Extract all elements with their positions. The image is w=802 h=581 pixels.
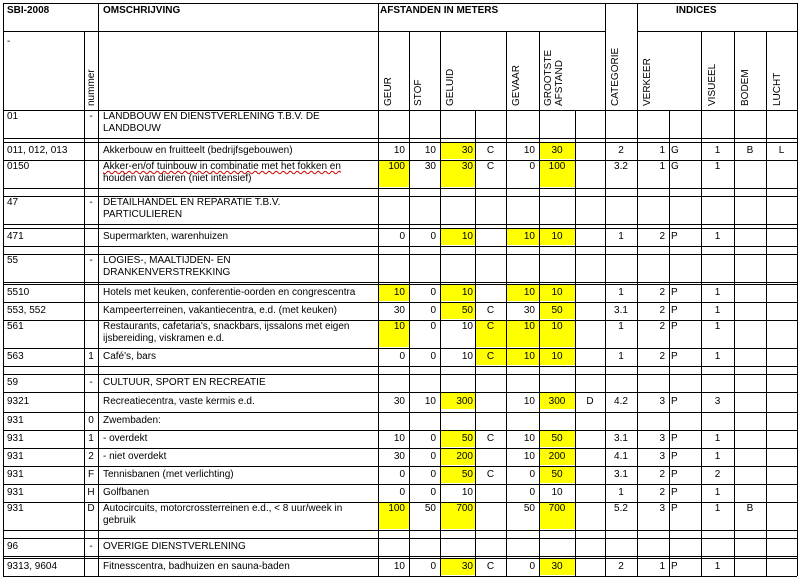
grid-line — [3, 412, 797, 413]
row-description: LANDBOUW EN DIENSTVERLENING T.B.V. DE — [103, 111, 320, 122]
grid-line — [3, 254, 797, 255]
header-gevaar: GEVAAR — [511, 65, 522, 106]
cell-categorie: 3.1 — [614, 469, 628, 480]
grid-line — [3, 530, 797, 531]
grid-line — [3, 196, 797, 197]
row-num: F — [87, 469, 95, 480]
cell-visueel: 1 — [714, 321, 721, 332]
cell-gevaar: 30 — [523, 305, 535, 316]
cell-stof: 30 — [424, 161, 436, 172]
cell-verkeer: 3 — [659, 433, 665, 444]
row-code: 55 — [7, 255, 19, 266]
header-lucht: LUCHT — [772, 72, 783, 106]
cell-geluid-letter: C — [486, 161, 495, 172]
cell-geluid: 700 — [456, 503, 473, 514]
row-num: - — [89, 377, 93, 388]
cell-verkeer: 2 — [659, 351, 665, 362]
cell-gevaar: 10 — [523, 321, 535, 332]
cell-verkeer-letter: P — [671, 231, 678, 242]
cell-lucht: L — [778, 145, 785, 156]
row-description: Supermarkten, warenhuizen — [103, 231, 229, 242]
cell-geur: 100 — [388, 161, 405, 172]
cell-geur: 10 — [393, 433, 405, 444]
grid-line — [3, 366, 797, 367]
cell-verkeer: 3 — [659, 503, 665, 514]
header-sbi: SBI-2008 — [7, 5, 50, 16]
header-afstand: AFSTAND — [554, 60, 565, 106]
cell-geluid: 30 — [461, 161, 473, 172]
grid-line — [3, 430, 797, 431]
row-num: H — [87, 487, 95, 498]
cell-stof: 0 — [430, 321, 436, 332]
grid-line — [734, 31, 735, 576]
cell-geur: 10 — [393, 287, 405, 298]
cell-verkeer: 2 — [659, 321, 665, 332]
row-description: DETAILHANDEL EN REPARATIE T.B.V. — [103, 197, 281, 208]
grid-line — [440, 31, 441, 576]
grid-line — [3, 484, 797, 485]
cell-stof: 0 — [430, 433, 436, 444]
row-description: DRANKENVERSTREKKING — [103, 267, 231, 278]
cell-categorie: 4.2 — [614, 396, 628, 407]
grid-line — [3, 228, 797, 229]
cell-verkeer-letter: P — [671, 287, 678, 298]
cell-categorie: 2 — [618, 561, 624, 572]
cell-grootste: 10 — [551, 231, 563, 242]
grid-line — [3, 160, 797, 161]
row-num: 2 — [88, 451, 94, 462]
header-visueel: VISUEEL — [707, 63, 718, 106]
cell-grootste: 10 — [551, 351, 563, 362]
cell-grootste: 50 — [551, 469, 563, 480]
cell-stof: 0 — [430, 287, 436, 298]
cell-visueel: 1 — [714, 451, 721, 462]
grid-line — [3, 282, 797, 283]
row-code: 9321 — [7, 396, 30, 407]
grid-line — [3, 392, 797, 393]
cell-grootste: 700 — [548, 503, 566, 514]
cell-visueel: 3 — [714, 396, 721, 407]
header-categorie: CATEGORIE — [610, 47, 621, 106]
cell-verkeer-letter: G — [671, 145, 679, 156]
row-description: Golfbanen — [103, 487, 150, 498]
row-num: 1 — [88, 351, 94, 362]
cell-verkeer-letter: P — [671, 503, 678, 514]
header-stof: STOF — [413, 79, 424, 106]
cell-geluid: 200 — [456, 451, 473, 462]
grid-line — [3, 246, 797, 247]
cell-geur: 100 — [388, 503, 405, 514]
grid-line — [3, 466, 797, 467]
cell-gevaar: 10 — [523, 451, 535, 462]
cell-geluid-letter: C — [486, 351, 495, 362]
cell-visueel: 1 — [714, 433, 721, 444]
cell-visueel: 1 — [714, 145, 721, 156]
cell-gevaar: 10 — [523, 145, 535, 156]
cell-grootste: 10 — [551, 321, 563, 332]
cell-categorie: 3.1 — [614, 305, 628, 316]
grid-line — [797, 3, 798, 576]
grid-line — [3, 188, 797, 189]
grid-line — [669, 110, 670, 576]
cell-geluid: 10 — [461, 287, 473, 298]
grid-line — [637, 3, 638, 576]
row-description: gebruik — [103, 515, 136, 526]
row-description: OVERIGE DIENSTVERLENING — [103, 541, 246, 552]
header-geluid: GELUID — [445, 68, 456, 106]
cell-geluid: 10 — [461, 487, 473, 498]
row-num: D — [87, 503, 95, 514]
cell-gevaar: 0 — [529, 561, 535, 572]
cell-categorie: 1 — [618, 231, 624, 242]
cell-stof: 50 — [424, 503, 436, 514]
cell-verkeer-letter: P — [671, 351, 678, 362]
grid-line — [475, 110, 476, 576]
row-description: Tennisbanen (met verlichting) — [103, 469, 234, 480]
cell-categorie: 3.2 — [614, 161, 628, 172]
grid-line — [605, 3, 606, 576]
cell-categorie: 1 — [618, 287, 624, 298]
row-code: 931 — [7, 487, 24, 498]
grid-line — [84, 31, 378, 32]
row-description: LANDBOUW — [103, 123, 161, 134]
cell-geluid: 10 — [461, 321, 473, 332]
cell-grootste-letter: D — [586, 396, 594, 407]
cell-visueel: 1 — [714, 231, 721, 242]
cell-geur: 30 — [393, 451, 405, 462]
cell-gevaar: 10 — [523, 396, 535, 407]
header-grootste: GROOTSTE — [543, 49, 554, 106]
row-code: 561 — [7, 321, 24, 332]
row-description: Restaurants, cafetaria's, snackbars, ijssalons met eigen — [103, 321, 350, 332]
header-omschrijving: OMSCHRIJVING — [103, 5, 181, 16]
cell-geluid-letter: C — [486, 433, 495, 444]
cell-stof: 0 — [430, 351, 436, 362]
cell-verkeer: 3 — [659, 451, 665, 462]
cell-geluid: 30 — [461, 145, 473, 156]
row-description: Akker-en/of tuinbouw in combinatie met het fokken en — [103, 161, 341, 172]
cell-verkeer-letter: P — [671, 561, 678, 572]
grid-line — [3, 374, 797, 375]
cell-verkeer-letter: P — [671, 487, 678, 498]
cell-stof: 10 — [424, 396, 436, 407]
cell-verkeer-letter: P — [671, 305, 678, 316]
cell-visueel: 1 — [714, 287, 721, 298]
cell-verkeer-letter: G — [671, 161, 679, 172]
cell-verkeer: 1 — [659, 145, 665, 156]
cell-categorie: 4.1 — [614, 451, 628, 462]
cell-geur: 0 — [399, 487, 405, 498]
row-description: Recreatiecentra, vaste kermis e.d. — [103, 396, 255, 407]
cell-verkeer: 2 — [659, 469, 665, 480]
cell-geluid: 10 — [461, 231, 473, 242]
cell-gevaar: 50 — [523, 503, 535, 514]
row-description: Akkerbouw en fruitteelt (bedrijfsgebouwen) — [103, 145, 293, 156]
cell-stof: 0 — [430, 305, 436, 316]
header-afstanden: AFSTANDEN IN METERS — [380, 5, 499, 16]
cell-categorie: 1 — [618, 351, 624, 362]
cell-visueel: 1 — [714, 305, 721, 316]
row-num: 0 — [88, 415, 94, 426]
grid-line — [637, 31, 797, 32]
grid-line — [3, 110, 797, 111]
grid-line — [3, 3, 797, 4]
row-code: 59 — [7, 377, 19, 388]
row-code: 931 — [7, 451, 24, 462]
cell-gevaar: 10 — [523, 433, 535, 444]
row-description: - niet overdekt — [103, 451, 167, 462]
cell-gevaar: 10 — [523, 351, 535, 362]
cell-gevaar: 0 — [529, 161, 535, 172]
row-code: 5510 — [7, 287, 30, 298]
cell-stof: 0 — [430, 561, 436, 572]
cell-grootste: 30 — [551, 561, 563, 572]
cell-geur: 10 — [393, 321, 405, 332]
cell-verkeer-letter: P — [671, 433, 678, 444]
cell-visueel: 1 — [714, 503, 721, 514]
header-indices: INDICES — [676, 5, 717, 16]
cell-gevaar: 0 — [529, 469, 535, 480]
grid-line — [3, 348, 797, 349]
cell-categorie: 3.1 — [614, 433, 628, 444]
cell-categorie: 2 — [618, 145, 624, 156]
row-code: 931 — [7, 469, 24, 480]
cell-geluid: 10 — [461, 351, 473, 362]
grid-line — [3, 558, 797, 559]
grid-line — [3, 320, 797, 321]
cell-grootste: 100 — [548, 161, 566, 172]
cell-gevaar: 10 — [523, 287, 535, 298]
cell-verkeer-letter: P — [671, 321, 678, 332]
row-description: Zwembaden: — [103, 415, 161, 426]
cell-grootste: 10 — [551, 287, 563, 298]
row-description: PARTICULIEREN — [103, 209, 183, 220]
cell-geluid-letter: C — [486, 305, 495, 316]
grid-line — [506, 31, 507, 576]
cell-stof: 0 — [430, 451, 436, 462]
grid-line — [378, 31, 605, 32]
row-description: LOGIES-, MAALTIJDEN- EN — [103, 255, 231, 266]
row-code: 01 — [7, 111, 19, 122]
grid-line — [3, 538, 797, 539]
cell-geluid-letter: C — [486, 321, 495, 332]
cell-geluid: 300 — [456, 396, 473, 407]
row-description: Fitnesscentra, badhuizen en sauna-baden — [103, 561, 290, 572]
row-description: Café's, bars — [103, 351, 157, 362]
cell-gevaar: 10 — [523, 231, 535, 242]
row-num: - — [89, 111, 93, 122]
cell-verkeer: 1 — [659, 161, 665, 172]
grid-line — [98, 3, 99, 576]
cell-bodem: B — [746, 145, 754, 156]
row-num: - — [89, 541, 93, 552]
cell-geur: 10 — [393, 561, 405, 572]
row-code: 011, 012, 013 — [7, 145, 68, 156]
row-description: ijsbereiding, viskramen e.d. — [103, 333, 225, 344]
row-code: 931 — [7, 415, 24, 426]
row-code: 563 — [7, 351, 24, 362]
row-description: CULTUUR, SPORT EN RECREATIE — [103, 377, 266, 388]
row-description: Kampeerterreinen, vakantiecentra, e.d. (met keuken) — [103, 305, 338, 316]
grid-line — [3, 448, 797, 449]
grid-line — [409, 31, 410, 576]
grid-line — [3, 31, 84, 32]
row-num: - — [89, 255, 93, 266]
cell-visueel: 1 — [714, 561, 721, 572]
row-description: Hotels met keuken, conferentie-oorden en congrescentra — [103, 287, 356, 298]
row-code: 931 — [7, 433, 24, 444]
row-code: 553, 552 — [7, 305, 46, 316]
row-description: houden van dieren (niet intensief) — [103, 173, 252, 184]
grid-line — [3, 3, 4, 576]
cell-verkeer: 2 — [659, 487, 665, 498]
grid-line — [3, 556, 797, 557]
cell-stof: 0 — [430, 231, 436, 242]
cell-geur: 0 — [399, 351, 405, 362]
cell-geur: 30 — [393, 305, 405, 316]
cell-categorie: 5.2 — [614, 503, 628, 514]
grid-line — [378, 3, 379, 576]
cell-stof: 0 — [430, 487, 436, 498]
header-verkeer: VERKEER — [642, 58, 653, 106]
cell-categorie: 1 — [618, 321, 624, 332]
grid-line — [539, 31, 540, 576]
cell-stof: 0 — [430, 469, 436, 480]
cell-geluid: 50 — [461, 433, 473, 444]
cell-geluid: 50 — [461, 305, 473, 316]
row-num: - — [89, 197, 93, 208]
cell-visueel: 1 — [714, 487, 721, 498]
cell-visueel: 1 — [714, 351, 721, 362]
cell-verkeer-letter: P — [671, 396, 678, 407]
grid-line — [3, 284, 797, 285]
grid-line — [3, 138, 797, 139]
row-code: 931 — [7, 503, 24, 514]
cell-stof: 10 — [424, 145, 436, 156]
cell-verkeer-letter: P — [671, 451, 678, 462]
cell-grootste: 300 — [548, 396, 566, 407]
cell-grootste: 50 — [551, 305, 563, 316]
grid-line — [84, 31, 85, 576]
cell-visueel: 2 — [714, 469, 721, 480]
row-num: 1 — [88, 433, 94, 444]
grid-line — [575, 110, 576, 576]
cell-bodem: B — [746, 503, 754, 514]
header-dash: - — [7, 36, 11, 47]
cell-geluid-letter: C — [486, 145, 495, 156]
cell-grootste: 30 — [551, 145, 563, 156]
header-bodem: BODEM — [740, 69, 751, 106]
cell-grootste: 10 — [551, 487, 563, 498]
cell-geur: 10 — [393, 145, 405, 156]
row-code: 9313, 9604 — [7, 561, 58, 572]
grid-line — [3, 502, 797, 503]
cell-categorie: 1 — [618, 487, 624, 498]
grid-line — [766, 31, 767, 576]
cell-geluid: 50 — [461, 469, 473, 480]
row-code: 0150 — [7, 161, 30, 172]
header-nummer: nummer — [86, 69, 97, 106]
grid-line — [701, 31, 702, 576]
row-code: 96 — [7, 541, 19, 552]
grid-line — [3, 576, 797, 577]
grid-line — [3, 142, 797, 143]
cell-geluid-letter: C — [486, 469, 495, 480]
cell-grootste: 50 — [551, 433, 563, 444]
cell-grootste: 200 — [548, 451, 566, 462]
header-geur: GEUR — [383, 77, 394, 106]
cell-verkeer: 2 — [659, 231, 665, 242]
cell-verkeer: 2 — [659, 287, 665, 298]
row-code: 47 — [7, 197, 19, 208]
cell-visueel: 1 — [714, 161, 721, 172]
row-code: 471 — [7, 231, 24, 242]
grid-line — [3, 302, 797, 303]
row-description: - overdekt — [103, 433, 148, 444]
row-description: Autocircuits, motorcrossterreinen e.d., < 8 uur/week in — [103, 503, 343, 514]
cell-verkeer: 3 — [659, 396, 665, 407]
cell-gevaar: 0 — [529, 487, 535, 498]
cell-geluid-letter: C — [486, 561, 495, 572]
cell-geluid: 30 — [461, 561, 473, 572]
cell-verkeer: 2 — [659, 305, 665, 316]
cell-geur: 0 — [399, 469, 405, 480]
cell-verkeer: 1 — [659, 561, 665, 572]
grid-line — [3, 224, 797, 225]
cell-geur: 30 — [393, 396, 405, 407]
cell-verkeer-letter: P — [671, 469, 678, 480]
cell-geur: 0 — [399, 231, 405, 242]
